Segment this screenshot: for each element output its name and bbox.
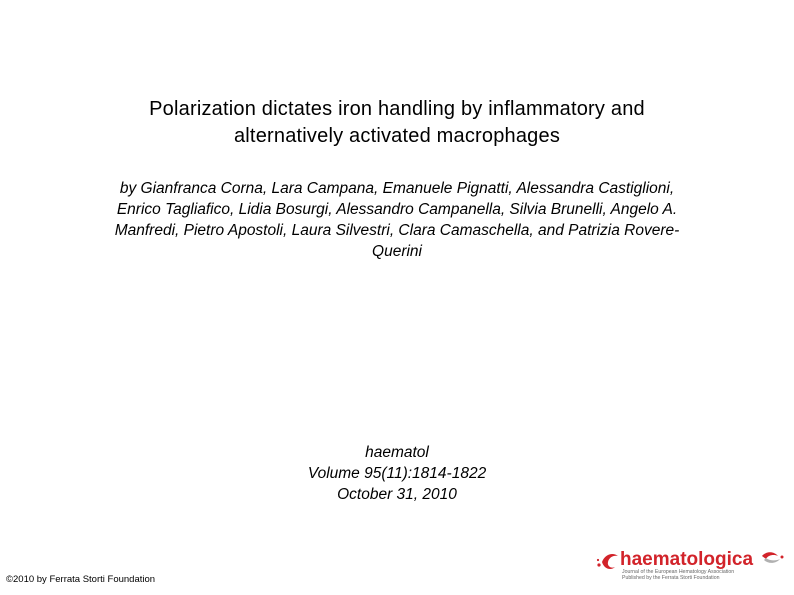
article-title [40,96,754,150]
logo-subtitle-line-2: Published by the Ferrata Storti Foundation [622,575,720,580]
logo-swirl-icon [597,554,618,569]
journal-name: haematol [365,444,429,461]
author-list-line-2: Enrico Tagliafico, Lidia Bosurgi, Alessandro Campanella, Silvia Brunelli, Angelo A. [116,201,678,218]
logo-subtitle-line-1: Journal of the European Hematology Association [622,569,735,575]
author-list-line-4: Querini [372,243,422,260]
author-list [40,178,754,262]
citation-block [200,442,594,505]
article-title-line-1: Polarization dictates iron handling by inflammatory and [149,98,645,120]
logo-emblem-icon [762,552,784,563]
author-list-line-3: Manfredi, Pietro Apostoli, Laura Silvestri, Clara Camaschella, and Patrizia Rovere- [114,222,680,239]
author-list-line-1: by Gianfranca Corna, Lara Campana, Emanuele Pignatti, Alessandra Castiglioni, [119,180,675,197]
copyright-notice: ©2010 by Ferrata Storti Foundation [6,574,156,585]
article-title-line-2: alternatively activated macrophages [233,125,561,147]
volume-pages: Volume 95(11):1814-1822 [307,465,487,482]
haematologica-logo [596,540,786,580]
logo-wordmark: haematologica [620,549,754,570]
publication-date: October 31, 2010 [337,486,457,503]
